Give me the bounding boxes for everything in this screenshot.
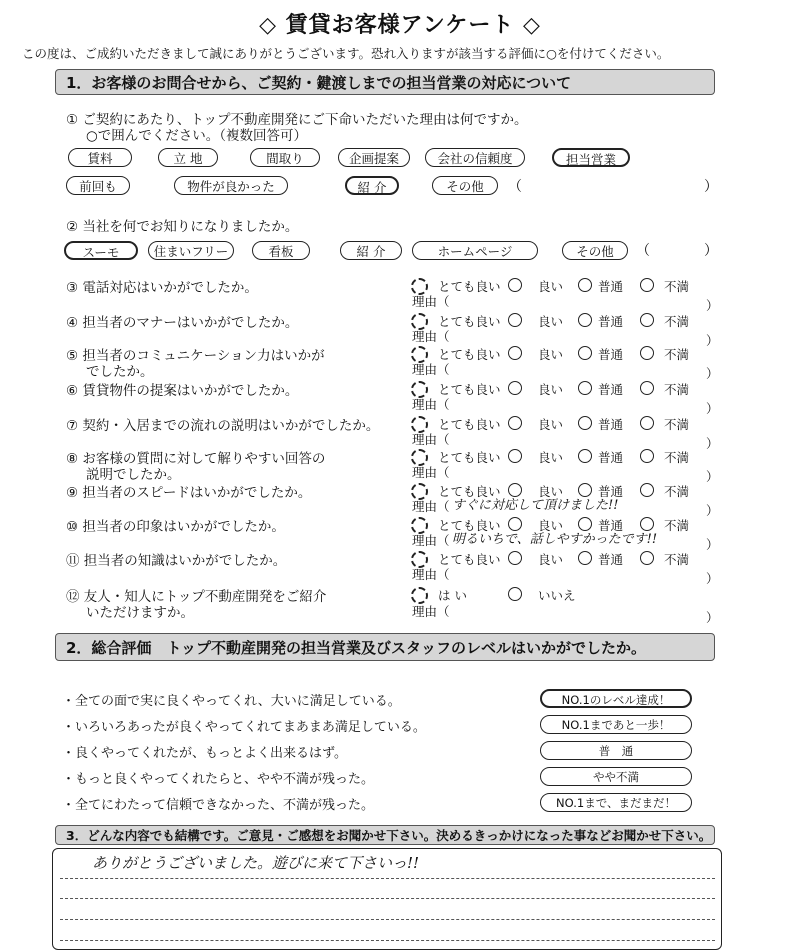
rating-option-label: 不満 [664,382,690,397]
evaluation-text: ・全ての面で実に良くやってくれ、大いに満足している。 [62,694,401,709]
evaluation-badge[interactable]: 普 通 [540,741,692,760]
q1-option[interactable]: 間取り [250,148,320,167]
q2-option[interactable]: 看板 [252,241,310,260]
comment-line [60,878,715,879]
rating-option-label: 良い [538,279,564,294]
rating-question-text: でしたか。 [86,364,154,380]
evaluation-badge[interactable]: NO.1まで、まだまだ！ [540,793,692,812]
evaluation-text: ・もっと良くやってくれたらと、やや不満が残った。 [62,772,375,787]
reason-comment: すぐに対応して頂けました!! [452,498,619,513]
q12-line1: ⑫ 友人・知人にトップ不動産開発をご紹介 [66,589,327,605]
rating-option-circle[interactable] [640,278,654,292]
rating-option-label: とても良い [438,450,501,465]
q1-option[interactable]: 賃料 [68,148,132,167]
rating-option-label: とても良い [438,417,501,432]
q12-reason-label: 理由（ [412,604,450,619]
rating-option-circle[interactable] [508,313,522,327]
q1-other-close: ） [704,179,718,195]
rating-option-label: 不満 [664,484,690,499]
rating-option-label: 普通 [598,347,624,362]
reason-close: ） [706,366,719,381]
rating-option-label: 普通 [598,450,624,465]
rating-option-circle[interactable] [578,449,592,463]
rating-option-circle[interactable] [640,483,654,497]
rating-option-label: 良い [538,382,564,397]
rating-option-label: 良い [538,518,564,533]
rating-option-circle[interactable] [508,381,522,395]
section3-header: 3．どんな内容でも結構です。ご意見・ご感想をお聞かせ下さい。決めるきっかけになった事などお聞かせ下さい。 [55,825,715,845]
rating-option-label: とても良い [438,347,501,362]
evaluation-badge[interactable]: やや不満 [540,767,692,786]
rating-question-text: ⑥ 賃貸物件の提案はいかがでしたか。 [66,383,299,399]
rating-option-circle[interactable] [578,551,592,565]
comment-line [60,919,715,920]
evaluation-text: ・良くやってくれたが、もっとよく出来るはず。 [62,746,347,761]
q1-option[interactable]: 会社の信頼度 [425,148,525,167]
rating-question-text: ⑤ 担当者のコミュニケーション力はいかが [66,348,325,364]
rating-option-label: とても良い [438,552,501,567]
rating-question-text: ⑧ お客様の質問に対して解りやすい回答の [66,451,326,467]
rating-option-label: 不満 [664,450,690,465]
rating-option-circle[interactable] [640,381,654,395]
rating-option-circle[interactable] [640,416,654,430]
rating-option-label: とても良い [438,382,501,397]
rating-option-label: 普通 [598,484,624,499]
q1-text: ① ご契約にあたり、トップ不動産開発にご下命いただいた理由は何ですか。 [66,112,528,128]
rating-option-label: 良い [538,450,564,465]
rating-option-label: とても良い [438,484,501,499]
rating-option-label: とても良い [438,314,501,329]
reason-close: ） [706,503,719,518]
rating-option-label: 不満 [664,347,690,362]
q1-other-open: （ [508,179,522,195]
rating-option-label: 良い [538,484,564,499]
q1-option[interactable]: その他 [432,176,498,195]
rating-option-circle[interactable] [640,551,654,565]
rating-option-circle[interactable] [508,346,522,360]
q2-text: ② 当社を何でお知りになりましたか。 [66,219,299,235]
rating-option-label: 普通 [598,382,624,397]
reason-label: 理由（ [412,533,450,548]
rating-option-label: とても良い [438,518,501,533]
q1-option[interactable]: 立 地 [158,148,218,167]
rating-question-text: ⑨ 担当者のスピードはいかがでしたか。 [66,485,312,501]
reason-label: 理由（ [412,294,450,309]
rating-question-text: 説明でしたか。 [86,467,181,483]
q1-option[interactable]: 物件が良かった [174,176,288,195]
rating-option-label: 不満 [664,314,690,329]
rating-option-label: とても良い [438,279,501,294]
evaluation-badge[interactable]: NO.1のレベル達成！ [540,689,692,708]
reason-label: 理由（ [412,499,450,514]
reason-label: 理由（ [412,567,450,582]
intro-text: この度は、ご成約いただきまして誠にありがとうございます。恐れ入りますが該当する評価に○を付けてください。 [22,46,670,61]
q1-option[interactable]: 紹 介 [345,176,399,195]
rating-option-circle[interactable] [508,278,522,292]
survey-title: ◇ 賃貸お客様アンケート ◇ [259,13,541,38]
rating-option-circle[interactable] [640,346,654,360]
reason-close: ） [706,469,719,484]
q12-line2: いただけますか。 [86,605,194,621]
rating-option-circle[interactable] [578,381,592,395]
rating-option-circle[interactable] [508,449,522,463]
rating-option-label: 不満 [664,552,690,567]
q2-other-close: ） [704,243,718,259]
q12-reason-close: ） [706,610,719,625]
rating-option-circle[interactable] [578,313,592,327]
q1-option[interactable]: 前回も [66,176,130,195]
rating-option-circle[interactable] [640,449,654,463]
reason-close: ） [706,401,719,416]
reason-close: ） [706,333,719,348]
section1-header: 1．お客様のお問合せから、ご契約・鍵渡しまでの担当営業の対応について [55,69,715,95]
q2-option[interactable]: その他 [562,241,628,260]
evaluation-text: ・全てにわたって信頼できなかった、不満が残った。 [62,798,375,813]
q12-no-checkbox[interactable] [508,587,522,601]
rating-option-circle[interactable] [578,416,592,430]
rating-question-text: ③ 電話対応はいかがでしたか。 [66,280,258,296]
rating-option-label: 不満 [664,417,690,432]
rating-option-circle[interactable] [508,416,522,430]
rating-option-circle[interactable] [508,551,522,565]
comment-text: ありがとうございました。遊びに来て下さいっ!! [92,854,420,872]
reason-comment: 明るいちで、話しやすかったです!! [452,532,658,547]
rating-option-label: 良い [538,347,564,362]
rating-question-text: ⑦ 契約・入居までの流れの説明はいかがでしたか。 [66,418,380,434]
comment-line [60,898,715,899]
rating-question-text: ④ 担当者のマナーはいかがでしたか。 [66,315,299,331]
reason-label: 理由（ [412,397,450,412]
q2-option[interactable]: 住まいフリー [148,241,234,260]
rating-option-label: 普通 [598,552,624,567]
rating-option-label: 普通 [598,417,624,432]
q2-other-open: （ [636,243,650,259]
rating-option-label: 不満 [664,279,690,294]
rating-option-label: 不満 [664,518,690,533]
reason-label: 理由（ [412,465,450,480]
rating-option-label: 普通 [598,279,624,294]
rating-option-label: 良い [538,417,564,432]
q1-option[interactable]: 企画提案 [338,148,410,167]
rating-question-text: ⑪ 担当者の知識はいかがでしたか。 [66,553,287,569]
q12-no-label: いいえ [538,588,576,603]
q2-option[interactable]: ホームページ [412,241,538,260]
evaluation-text: ・いろいろあったが良くやってくれてまあまあ満足している。 [62,720,426,735]
q1-instruction: ○で囲んでください。（複数回答可） [86,128,308,144]
evaluation-badge[interactable]: NO.1まであと一歩！ [540,715,692,734]
q2-option[interactable]: スーモ [64,241,138,260]
reason-close: ） [706,298,719,313]
rating-question-text: ⑩ 担当者の印象はいかがでしたか。 [66,519,285,535]
reason-close: ） [706,571,719,586]
rating-option-label: 良い [538,552,564,567]
q1-option[interactable]: 担当営業 [552,148,630,167]
reason-label: 理由（ [412,362,450,377]
rating-option-label: 普通 [598,518,624,533]
comment-line [60,940,715,941]
rating-option-label: 普通 [598,314,624,329]
rating-option-label: 良い [538,314,564,329]
q12-yes-label: は い [438,588,467,603]
section2-header: 2．総合評価 トップ不動産開発の担当営業及びスタッフのレベルはいかがでしたか。 [55,633,715,661]
rating-option-circle[interactable] [578,278,592,292]
rating-option-circle[interactable] [640,313,654,327]
q2-option[interactable]: 紹 介 [340,241,402,260]
reason-close: ） [706,436,719,451]
reason-label: 理由（ [412,432,450,447]
reason-close: ） [706,537,719,552]
rating-option-circle[interactable] [578,346,592,360]
reason-label: 理由（ [412,329,450,344]
